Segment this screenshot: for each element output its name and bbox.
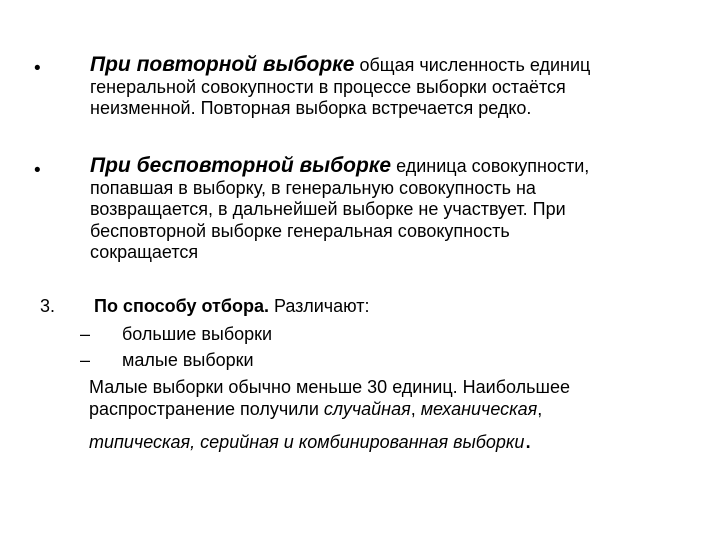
note-line xyxy=(89,424,532,454)
bullet-lead-text: При повторной выборке xyxy=(90,53,355,76)
note-italic-text: типическая, серийная и комбинированная выборки xyxy=(89,432,525,452)
note-text: , xyxy=(410,399,421,419)
bullet-text: единица совокупности, xyxy=(391,156,590,176)
bullet-paragraph-repeated-sampling xyxy=(90,54,680,120)
sub-item-small-samples: малые выборки xyxy=(122,350,254,370)
note-line: Малые выборки обычно меньше 30 единиц. Наибольшее xyxy=(89,377,570,397)
bullet-text-line: сокращается xyxy=(90,242,199,262)
bullet-text-line: генеральной совокупности в процессе выборки остаётся xyxy=(90,76,566,97)
note-italic-text: механическая xyxy=(420,399,538,419)
bullet-text-line: бесповторной выборке генеральная совокупность xyxy=(90,220,510,241)
bullet-text: общая численность единиц xyxy=(354,55,591,75)
bullet-lead-text: При бесповторной выборке xyxy=(90,154,392,177)
note-italic-text: случайная xyxy=(323,399,411,419)
note-text: , xyxy=(537,399,543,419)
sub-item-large-samples: большие выборки xyxy=(122,324,273,344)
bullet-marker: • xyxy=(34,58,41,79)
numbered-marker: 3. xyxy=(40,296,56,316)
note-line xyxy=(89,399,542,420)
dash-marker: – xyxy=(80,350,91,370)
section-heading-rest: Различают: xyxy=(268,296,370,316)
bullet-paragraph-non-repeated-sampling xyxy=(90,155,680,264)
bullet-text-line: возвращается, в дальнейшей выборке не участвует. При xyxy=(90,199,566,219)
bullet-marker: • xyxy=(34,160,41,181)
bullet-text-line: неизменной. Повторная выборка встречается редко. xyxy=(90,98,532,118)
section-heading-line xyxy=(94,296,370,317)
section-heading: По способу отбора. xyxy=(94,296,269,316)
note-text: распространение получили xyxy=(89,399,324,419)
dash-marker: – xyxy=(80,324,91,344)
bullet-text-line: попавшая в выборку, в генеральную совокупность на xyxy=(90,177,536,198)
note-period: . xyxy=(524,424,532,454)
